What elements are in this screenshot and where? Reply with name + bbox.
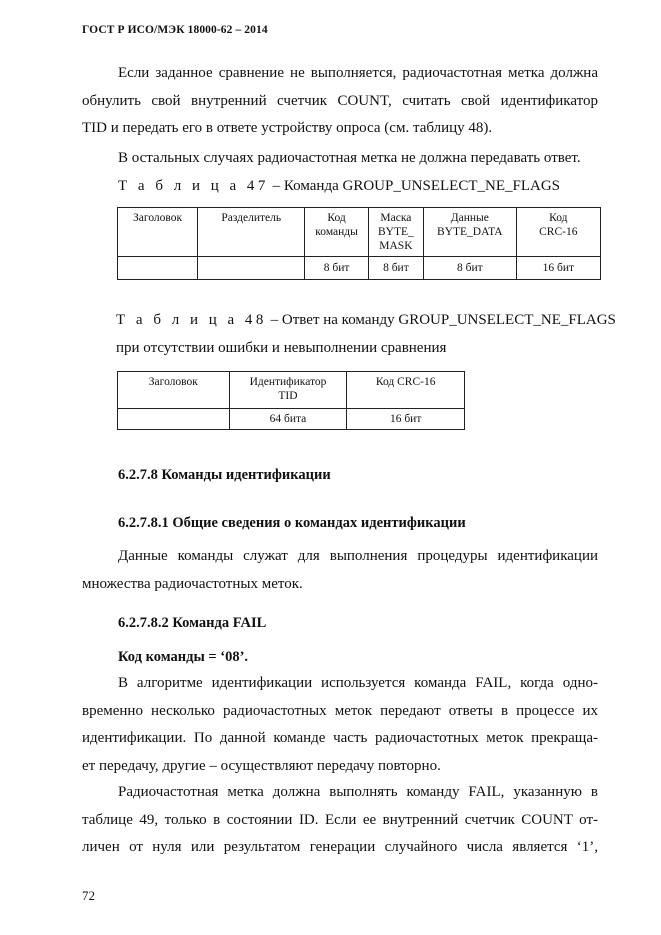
paragraph-fail-usage [82,670,598,780]
value-cell: 16 бит [347,409,465,430]
table-value-row [118,257,601,280]
table-header-row [118,372,465,409]
value-cell [118,257,198,280]
table-caption-text: – Ответ на команду GROUP_UNSELECT_NE_FLAGS [266,312,616,328]
text-line: таблице 49, только в состоянии ID. Если ее внутренний счетчик COUNT от- [82,811,598,828]
header-cell: Разделитель [198,208,305,257]
section-heading-62781: 6.2.7.8.1 Общие сведения о командах идентификации [118,515,466,531]
header-cell: Код CRC-16 [516,208,600,257]
value-cell [118,409,230,430]
table-48-caption [116,307,616,362]
text-line: временно несколько радиочастотных меток передают ответы в процессе их [82,702,598,719]
table-47 [117,207,601,280]
paragraph-commands-purpose [82,543,598,598]
section-heading-62782: 6.2.7.8.2 Команда FAIL [118,615,267,631]
value-cell: 64 бита [229,409,347,430]
value-cell: 8 бит [305,257,368,280]
value-cell: 16 бит [516,257,600,280]
table-header-row [118,208,601,257]
paragraph-fail-execution [82,779,598,862]
table-caption-line: при отсутствии ошибки и невыполнении сравнения [116,339,447,356]
text-line: обнулить свой внутренний счетчик COUNT, считать свой идентификатор [82,92,598,109]
paragraph-otherwise [82,145,598,173]
document-header: ГОСТ Р ИСО/МЭК 18000-62 – 2014 [82,24,268,36]
header-cell: Заголовок [118,372,230,409]
table-48 [117,371,465,430]
table-caption-label: Т а б л и ц а 47 [118,178,269,194]
table-value-row [118,409,465,430]
text-line: В остальных случаях радиочастотная метка не должна передавать ответ. [118,150,581,166]
header-cell: Код CRC-16 [347,372,465,409]
text-line: Данные команды служат для выполнения процедуры идентификации [118,548,598,564]
header-cell: Маска BYTE_ MASK [368,208,423,257]
value-cell [198,257,305,280]
text-line: идентификации. По данной команде часть радиочастотных меток прекраща- [82,730,598,746]
value-cell: 8 бит [423,257,516,280]
header-cell: Данные BYTE_DATA [423,208,516,257]
table-caption-text: – Команда GROUP_UNSELECT_NE_FLAGS [268,178,561,194]
text-line: Радиочастотная метка должна выполнять команду FAIL, указанную в [118,784,598,800]
table-caption-label: Т а б л и ц а 48 [116,312,267,328]
text-line: личен от нуля или результатом генерации случайного числа является ‘1’, [82,839,598,855]
text-line: TID и передать его в ответе устройству опроса (см. таблицу 48). [82,120,493,136]
text-line: Если заданное сравнение не выполняется, радиочастотная метка должна [118,65,598,81]
text-line: множества радиочастотных меток. [82,575,303,592]
text-line: ет передачу, другие – осуществляют передачу повторно. [82,757,441,774]
header-cell: Заголовок [118,208,198,257]
header-cell: Код команды [305,208,368,257]
table-caption-line [116,307,616,335]
page-number: 72 [82,888,95,903]
paragraph-comparison-failed [82,60,598,143]
table-47-caption [118,178,560,195]
text-line: В алгоритме идентификации используется команда FAIL, когда одно- [118,675,598,691]
value-cell: 8 бит [368,257,423,280]
header-cell: Идентификатор TID [229,372,347,409]
command-code: Код команды = ‘08’. [118,649,249,665]
section-heading-6278: 6.2.7.8 Команды идентификации [118,467,331,483]
